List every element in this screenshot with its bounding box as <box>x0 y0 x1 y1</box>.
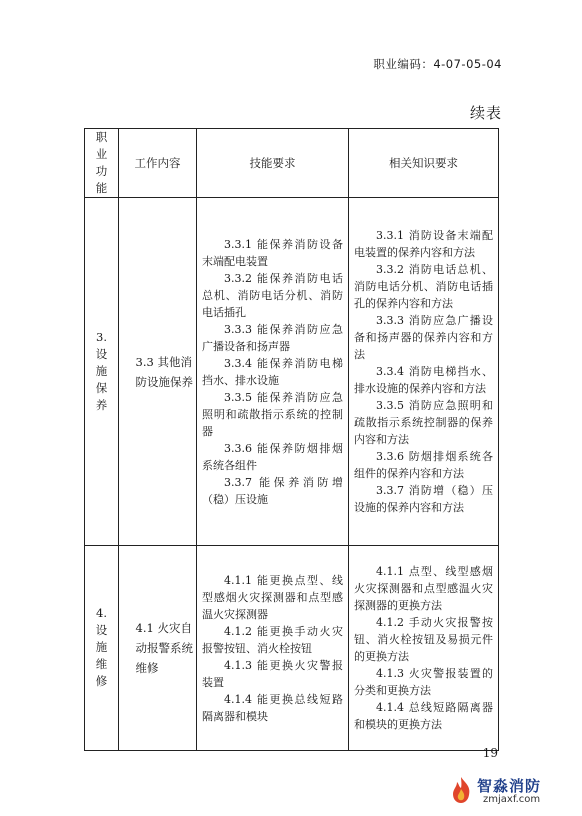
knowledge-item: 3.3.3 消防应急广播设备和扬声器的保养内容和方法 <box>354 314 493 361</box>
skill-item: 4.1.1 能更换点型、线型感烟火灾探测器和点型感温火灾探测器 <box>202 573 343 621</box>
continued-label: 续表 <box>469 104 502 122</box>
skills-cell <box>197 198 349 546</box>
knowledge-item: 3.3.7 消防增（稳）压设施的保养内容和方法 <box>354 484 493 514</box>
logo-site-text: zmjaxf.com <box>483 794 541 805</box>
knowledge-item: 3.3.4 消防电梯挡水、排水设施的保养内容和方法 <box>354 365 493 395</box>
skill-item: 4.1.4 能更换总线短路隔离器和模块 <box>202 692 343 723</box>
skill-item: 4.1.2 能更换手动火灾报警按钮、消火栓按钮 <box>202 624 343 655</box>
header-skills: 技能要求 <box>197 129 349 198</box>
skill-item: 3.3.2 能保养消防电话总机、消防电话分机、消防电话插孔 <box>202 271 343 319</box>
table-row <box>85 546 499 751</box>
skill-item: 3.3.3 能保养消防应急广播设备和扬声器 <box>202 322 343 353</box>
page-number: 19 <box>482 746 498 760</box>
skill-item: 3.3.7 能保养消防增（稳）压设施 <box>202 475 343 506</box>
skill-item: 3.3.1 能保养消防设备末端配电装置 <box>202 237 343 268</box>
knowledge-item: 4.1.2 手动火灾报警按钮、消火栓按钮及易损元件的更换方法 <box>354 616 493 663</box>
knowledge-cell <box>349 198 499 546</box>
site-logo[interactable] <box>447 773 577 813</box>
work-cell: 4.1 火灾自动报警系统维修 <box>119 546 197 751</box>
work-cell: 3.3 其他消防设施保养 <box>119 198 197 546</box>
skills-table <box>84 128 499 751</box>
knowledge-item: 4.1.1 点型、线型感烟火灾探测器和点型感温火灾探测器的更换方法 <box>354 565 493 612</box>
table-row <box>85 198 499 546</box>
logo-brand-text: 智淼消防 <box>477 777 542 795</box>
flame-logo-icon <box>447 775 475 805</box>
knowledge-cell <box>349 546 499 751</box>
table-header-row <box>85 129 499 198</box>
header-function: 职业功能 <box>85 129 119 198</box>
function-cell: 4. 设施维修 <box>85 546 119 751</box>
skill-item: 3.3.6 能保养防烟排烟系统各组件 <box>202 441 343 472</box>
knowledge-item: 3.3.5 消防应急照明和疏散指示系统控制器的保养内容和方法 <box>354 399 493 446</box>
skills-cell <box>197 546 349 751</box>
occupation-code: 职业编码：4-07-05-04 <box>373 57 502 71</box>
function-cell: 3. 设施保养 <box>85 198 119 546</box>
knowledge-item: 3.3.2 消防电话总机、消防电话分机、消防电话插孔的保养内容和方法 <box>354 263 493 310</box>
skill-item: 3.3.5 能保养消防应急照明和疏散指示系统的控制器 <box>202 390 343 438</box>
knowledge-item: 4.1.3 火灾警报装置的分类和更换方法 <box>354 667 493 697</box>
header-knowledge: 相关知识要求 <box>349 129 499 198</box>
skill-item: 3.3.4 能保养消防电梯挡水、排水设施 <box>202 356 343 387</box>
knowledge-item: 3.3.1 消防设备末端配电装置的保养内容和方法 <box>354 229 493 259</box>
skill-item: 4.1.3 能更换火灾警报装置 <box>202 658 343 689</box>
knowledge-item: 3.3.6 防烟排烟系统各组件的保养内容和方法 <box>354 450 493 480</box>
header-work: 工作内容 <box>119 129 197 198</box>
knowledge-item: 4.1.4 总线短路隔离器和模块的更换方法 <box>354 701 493 731</box>
